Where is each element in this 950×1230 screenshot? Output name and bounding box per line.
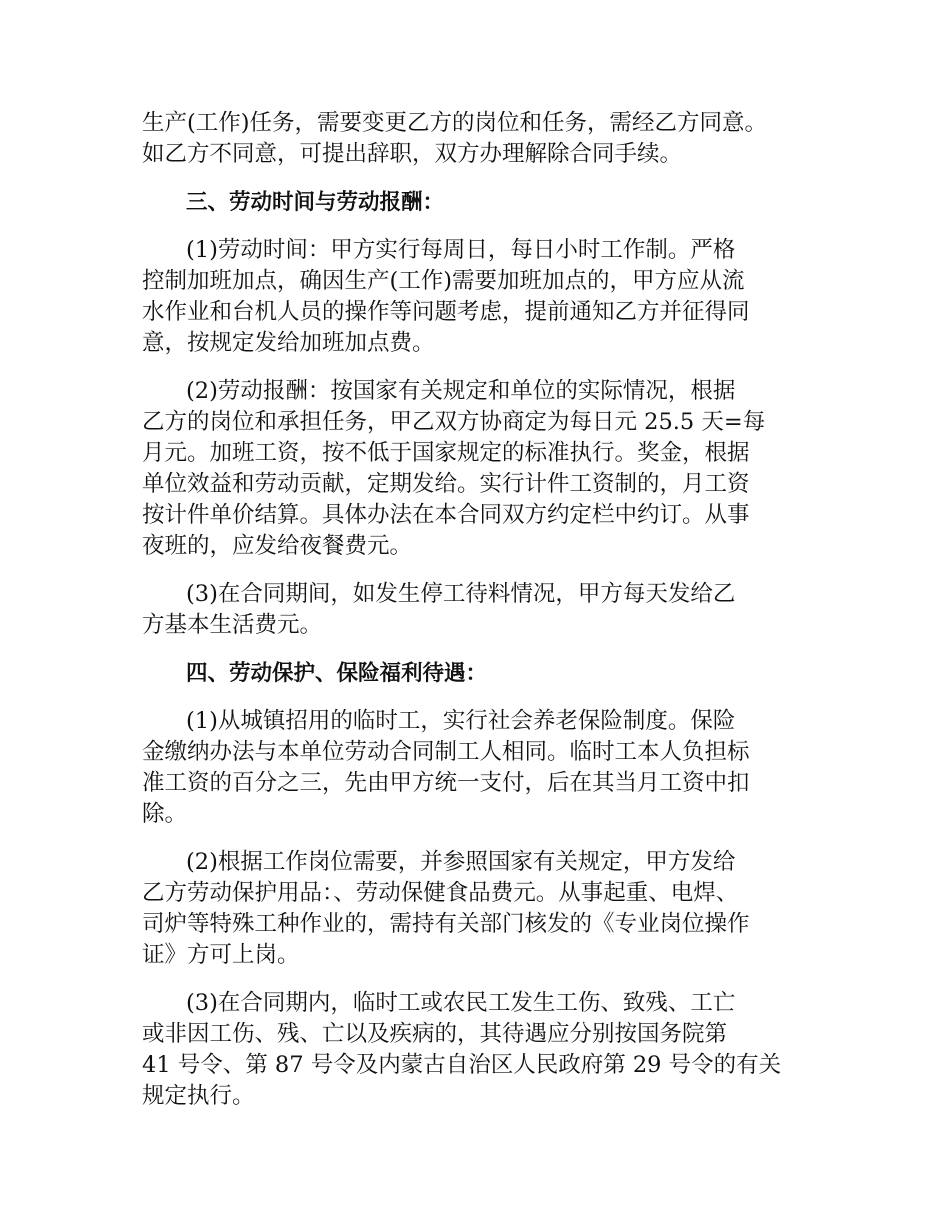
text-line: (2)根据工作岗位需要，并参照国家有关规定，甲方发给	[186, 849, 736, 875]
paragraph-work-stoppage	[142, 579, 822, 641]
text-line: 如乙方不同意，可提出辞职，双方办理解除合同手续。	[142, 141, 683, 167]
heading-text: 三、劳动时间与劳动报酬：	[186, 190, 445, 215]
heading-text: 四、劳动保护、保险福利待遇：	[186, 661, 488, 686]
document-page	[142, 108, 822, 1129]
paragraph-continuation	[142, 108, 822, 170]
section-heading-3	[142, 187, 822, 218]
section-heading-4	[142, 658, 822, 689]
text-line: 夜班的，应发给夜餐费元。	[142, 533, 413, 559]
text-line: 金缴纳办法与本单位劳动合同制工人相同。临时工本人负担标	[142, 739, 750, 765]
text-line: 单位效益和劳动贡献，定期发给。实行计件工资制的，月工资	[142, 471, 750, 497]
text-line: (1)劳动时间：甲方实行每周日，每日小时工作制。严格	[186, 237, 736, 263]
text-line: 准工资的百分之三，先由甲方统一支付，后在其当月工资中扣	[142, 770, 750, 796]
text-line: 规定执行。	[142, 1083, 255, 1109]
text-line: (2)劳动报酬：按国家有关规定和单位的实际情况，根据	[186, 378, 736, 404]
text-line: 乙方的岗位和承担任务，甲乙双方协商定为每日元 25.5 天=每	[142, 409, 766, 435]
text-line: 意，按规定发给加班加点费。	[142, 330, 435, 356]
paragraph-working-hours	[142, 235, 822, 359]
text-line: 水作业和台机人员的操作等问题考虑，提前通知乙方并征得同	[142, 299, 750, 325]
text-line: 证》方可上岗。	[142, 942, 300, 968]
paragraph-protective-equipment	[142, 847, 822, 971]
text-line: 或非因工伤、残、亡以及疾病的，其待遇应分别按国务院第	[142, 1021, 728, 1047]
paragraph-pension-insurance	[142, 706, 822, 830]
text-line: (1)从城镇招用的临时工，实行社会养老保险制度。保险	[186, 708, 736, 734]
text-line: (3)在合同期内，临时工或农民工发生工伤、致残、工亡	[186, 990, 736, 1016]
text-line: 乙方劳动保护用品：、劳动保健食品费元。从事起重、电焊、	[142, 880, 739, 906]
text-line: 控制加班加点，确因生产(工作)需要加班加点的，甲方应从流	[142, 268, 745, 294]
text-line: 方基本生活费元。	[142, 612, 323, 638]
text-line: (3)在合同期间，如发生停工待料情况，甲方每天发给乙	[186, 581, 736, 607]
paragraph-remuneration	[142, 376, 822, 562]
paragraph-injury-benefits	[142, 988, 822, 1112]
text-line: 41 号令、第 87 号令及内蒙古自治区人民政府第 29 号令的有关	[142, 1052, 782, 1078]
text-line: 司炉等特殊工种作业的，需持有关部门核发的《专业岗位操作	[142, 911, 750, 937]
text-line: 月元。加班工资，按不低于国家规定的标准执行。奖金，根据	[142, 440, 750, 466]
text-line: 按计件单价结算。具体办法在本合同双方约定栏中约订。从事	[142, 502, 750, 528]
text-line: 除。	[142, 801, 188, 827]
text-line: 生产(工作)任务，需要变更乙方的岗位和任务，需经乙方同意。	[142, 110, 768, 136]
